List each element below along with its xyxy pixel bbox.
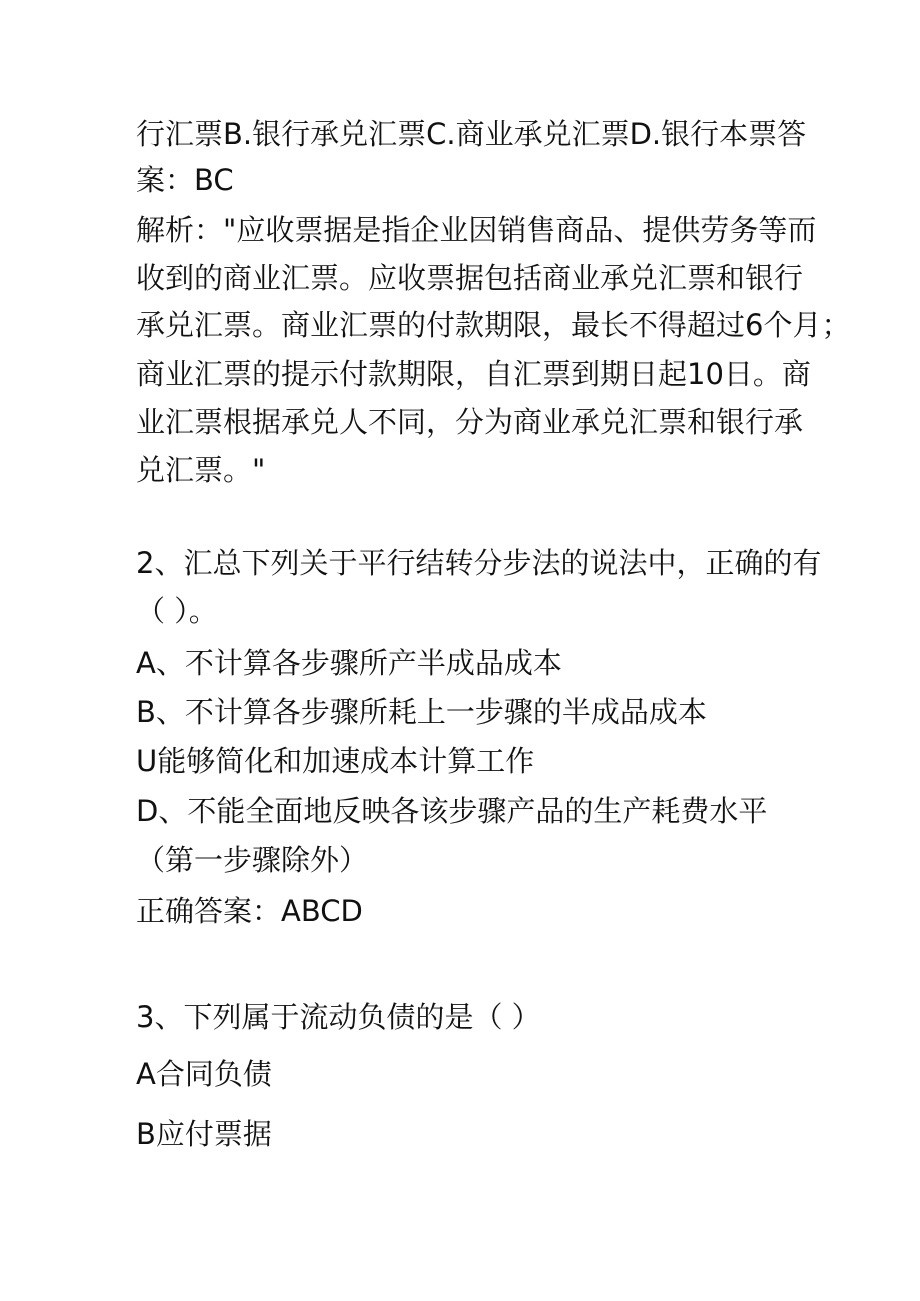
question-2-answer: 正确答案：ABCD: [136, 894, 363, 928]
question-2-option-d-cont: （第一步骤除外）: [136, 843, 369, 877]
question-3-stem: 3、下列属于流动负债的是（ ）: [136, 1000, 541, 1034]
question-2-option-a: A、不计算各步骤所产半成品成本: [136, 646, 562, 680]
question-2-option-d: D、不能全面地反映各该步骤产品的生产耗费水平: [136, 794, 768, 828]
question-2-option-b: B、不计算各步骤所耗上一步骤的半成品成本: [136, 695, 707, 729]
answer-options-line: 行汇票B.银行承兑汇票C.商业承兑汇票D.银行本票答: [136, 117, 807, 151]
explanation-line-3: 承兑汇票。商业汇票的付款期限，最长不得超过6个月；: [136, 308, 851, 342]
answer-line: 案：BC: [136, 163, 234, 197]
question-2-stem: 2、汇总下列关于平行结转分步法的说法中，正确的有: [136, 546, 822, 580]
question-3-option-b: B应付票据: [136, 1117, 272, 1151]
question-2-stem-cont: （ ）。: [136, 594, 218, 628]
explanation-line-4: 商业汇票的提示付款期限，自汇票到期日起10日。商: [136, 357, 811, 391]
explanation-line-5: 业汇票根据承兑人不同，分为商业承兑汇票和银行承: [136, 405, 804, 439]
explanation-line-6: 兑汇票。": [136, 453, 266, 487]
question-2-option-c: U能够简化和加速成本计算工作: [136, 744, 535, 778]
question-3-option-a: A合同负债: [136, 1057, 272, 1091]
explanation-line-2: 收到的商业汇票。应收票据包括商业承兑汇票和银行: [136, 261, 804, 295]
explanation-line-1: 解析："应收票据是指企业因销售商品、提供劳务等而: [136, 213, 817, 247]
